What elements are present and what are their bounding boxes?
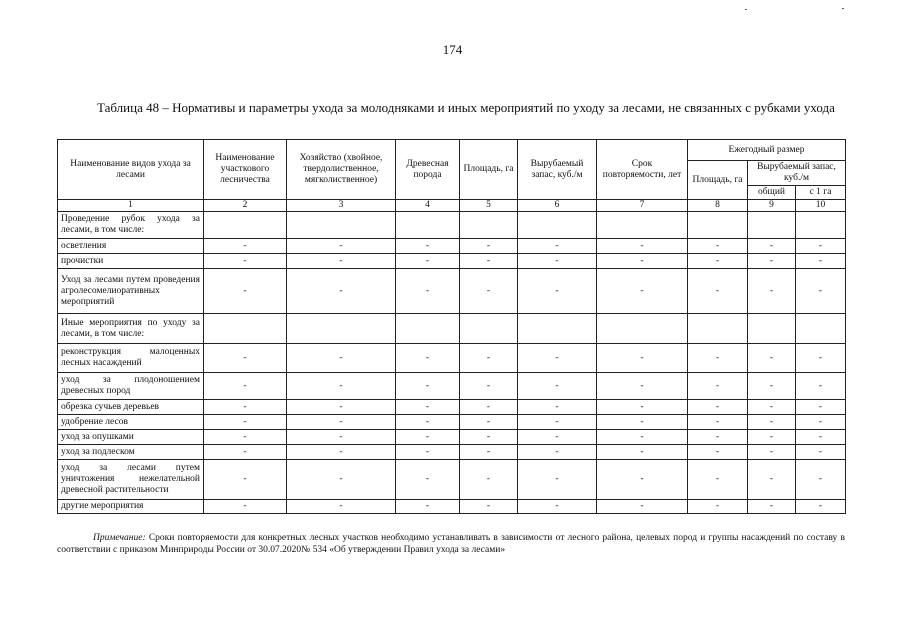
table-cell: - bbox=[796, 400, 846, 415]
table-cell bbox=[396, 314, 460, 344]
table-cell: - bbox=[597, 239, 688, 254]
table-cell: - bbox=[518, 254, 597, 269]
table-cell: - bbox=[597, 430, 688, 445]
table-cell: - bbox=[518, 239, 597, 254]
header-economy-type: Хозяйство (хвойное, твердолиственное, мягколиственное) bbox=[287, 140, 396, 200]
table-row bbox=[58, 254, 846, 269]
table-cell: - bbox=[287, 430, 396, 445]
table-cell: - bbox=[688, 373, 748, 400]
table-cell: - bbox=[518, 500, 597, 514]
table-cell bbox=[460, 314, 518, 344]
table-cell: - bbox=[597, 500, 688, 514]
table-cell: - bbox=[287, 269, 396, 314]
column-number: 3 bbox=[287, 200, 396, 212]
table-cell: - bbox=[597, 460, 688, 500]
table-cell bbox=[748, 212, 796, 239]
table-cell: - bbox=[518, 445, 597, 460]
table-row bbox=[58, 373, 846, 400]
table-cell: - bbox=[287, 239, 396, 254]
table-cell: - bbox=[597, 400, 688, 415]
table-cell: - bbox=[748, 373, 796, 400]
table-cell: - bbox=[748, 239, 796, 254]
table-cell bbox=[518, 212, 597, 239]
care-type-name: другие мероприятия bbox=[58, 500, 204, 514]
scan-speck bbox=[842, 8, 844, 9]
table-cell: - bbox=[287, 344, 396, 373]
forest-care-norms-table bbox=[57, 139, 846, 514]
table-cell: - bbox=[287, 400, 396, 415]
table-cell: - bbox=[204, 254, 287, 269]
table-cell: - bbox=[688, 400, 748, 415]
header-care-type: Наименование видов ухода за лесами bbox=[58, 140, 204, 200]
table-cell: - bbox=[396, 445, 460, 460]
table-cell: - bbox=[204, 239, 287, 254]
care-type-name: прочистки bbox=[58, 254, 204, 269]
table-caption: Таблица 48 – Нормативы и параметры ухода за молодняками и иных мероприятий по уходу за лесами, не связанных с рубками ухода bbox=[97, 100, 835, 115]
table-row bbox=[58, 344, 846, 373]
table-cell: - bbox=[287, 460, 396, 500]
table-cell bbox=[287, 212, 396, 239]
table-cell: - bbox=[396, 400, 460, 415]
header-forestry-district: Наименование участкового лесничества bbox=[204, 140, 287, 200]
table-row bbox=[58, 415, 846, 430]
header-cut-per-ha: с 1 га bbox=[796, 186, 846, 200]
table-cell: - bbox=[796, 344, 846, 373]
table-cell: - bbox=[748, 500, 796, 514]
table-cell: - bbox=[748, 269, 796, 314]
table-cell: - bbox=[597, 373, 688, 400]
table-cell: - bbox=[204, 400, 287, 415]
table-cell: - bbox=[287, 415, 396, 430]
table-cell: - bbox=[688, 445, 748, 460]
table-cell: - bbox=[460, 373, 518, 400]
table-cell: - bbox=[460, 269, 518, 314]
table-cell bbox=[460, 212, 518, 239]
table-cell: - bbox=[518, 373, 597, 400]
table-cell: - bbox=[688, 344, 748, 373]
column-number: 7 bbox=[597, 200, 688, 212]
table-cell: - bbox=[396, 430, 460, 445]
table-cell: - bbox=[518, 460, 597, 500]
care-type-name: уход за подлеском bbox=[58, 445, 204, 460]
note-text: Сроки повторяемости для конкретных лесных участков необходимо устанавливать в зависимости от лесного района, целевых пород и группы насаждений по составу в соответствии с приказом Минприроды России от 30.07.2020№ 534 «Об утверждении Правил ухода за лесами» bbox=[57, 533, 845, 555]
page-number: 174 bbox=[442, 42, 463, 57]
table-cell: - bbox=[748, 445, 796, 460]
care-type-name: Проведение рубок ухода за лесами, в том числе: bbox=[58, 212, 204, 239]
table-cell: - bbox=[597, 415, 688, 430]
care-type-name: уход за опушками bbox=[58, 430, 204, 445]
table-cell: - bbox=[460, 500, 518, 514]
table-cell: - bbox=[796, 445, 846, 460]
table-cell: - bbox=[396, 460, 460, 500]
table-cell: - bbox=[796, 430, 846, 445]
scan-speck bbox=[745, 9, 747, 10]
column-number: 8 bbox=[688, 200, 748, 212]
table-cell: - bbox=[287, 373, 396, 400]
header-tree-species: Древесная порода bbox=[396, 140, 460, 200]
table-cell: - bbox=[396, 239, 460, 254]
table-cell: - bbox=[460, 430, 518, 445]
table-cell: - bbox=[396, 269, 460, 314]
table-cell: - bbox=[796, 269, 846, 314]
table-cell: - bbox=[460, 460, 518, 500]
table-cell: - bbox=[796, 415, 846, 430]
table-cell: - bbox=[688, 500, 748, 514]
table-cell: - bbox=[796, 460, 846, 500]
table-cell: - bbox=[518, 430, 597, 445]
table-cell bbox=[204, 314, 287, 344]
column-number-row bbox=[58, 200, 846, 212]
table-cell: - bbox=[204, 500, 287, 514]
table-cell bbox=[688, 314, 748, 344]
table-cell: - bbox=[460, 400, 518, 415]
table-row bbox=[58, 269, 846, 314]
table-cell: - bbox=[460, 344, 518, 373]
table-cell: - bbox=[748, 400, 796, 415]
header-cut-volume: Вырубаемый запас, куб./м bbox=[518, 140, 597, 200]
column-number: 2 bbox=[204, 200, 287, 212]
table-cell: - bbox=[287, 445, 396, 460]
table-cell bbox=[597, 212, 688, 239]
table-cell: - bbox=[460, 415, 518, 430]
table-cell: - bbox=[597, 269, 688, 314]
table-cell: - bbox=[204, 344, 287, 373]
table-cell: - bbox=[796, 254, 846, 269]
table-cell: - bbox=[688, 269, 748, 314]
table-cell: - bbox=[597, 344, 688, 373]
header-repeat-period: Срок повторяемости, лет bbox=[597, 140, 688, 200]
table-cell: - bbox=[748, 415, 796, 430]
care-type-name: Иные мероприятия по уходу за лесами, в том числе: bbox=[58, 314, 204, 344]
table-cell: - bbox=[287, 500, 396, 514]
table-cell: - bbox=[204, 430, 287, 445]
header-annual-area: Площадь, га bbox=[688, 161, 748, 200]
table-cell: - bbox=[204, 445, 287, 460]
table-cell bbox=[287, 314, 396, 344]
table-cell: - bbox=[396, 344, 460, 373]
table-row bbox=[58, 314, 846, 344]
care-type-name: реконструкция малоценных лесных насаждений bbox=[58, 344, 204, 373]
column-number: 6 bbox=[518, 200, 597, 212]
table-cell: - bbox=[688, 460, 748, 500]
table-cell: - bbox=[748, 344, 796, 373]
care-type-name: Уход за лесами путем проведения агролесомелиоративных мероприятий bbox=[58, 269, 204, 314]
table-row bbox=[58, 430, 846, 445]
column-number: 4 bbox=[396, 200, 460, 212]
header-annual-size: Ежегодный размер bbox=[688, 140, 846, 161]
table-cell: - bbox=[748, 460, 796, 500]
table-cell: - bbox=[688, 430, 748, 445]
table-cell: - bbox=[597, 445, 688, 460]
care-type-name: уход за лесами путем уничтожения нежелательной древесной растительности bbox=[58, 460, 204, 500]
table-cell bbox=[204, 212, 287, 239]
table-cell: - bbox=[204, 415, 287, 430]
table-cell bbox=[396, 212, 460, 239]
table-cell: - bbox=[396, 254, 460, 269]
table-row bbox=[58, 400, 846, 415]
table-cell: - bbox=[460, 445, 518, 460]
table-note bbox=[57, 532, 845, 556]
table-row bbox=[58, 445, 846, 460]
table-cell: - bbox=[597, 254, 688, 269]
table-cell: - bbox=[518, 269, 597, 314]
table-cell: - bbox=[688, 415, 748, 430]
table-row bbox=[58, 239, 846, 254]
table-cell: - bbox=[396, 373, 460, 400]
table-cell: - bbox=[748, 254, 796, 269]
table-cell: - bbox=[204, 269, 287, 314]
table-cell: - bbox=[396, 500, 460, 514]
column-number: 10 bbox=[796, 200, 846, 212]
care-type-name: удобрение лесов bbox=[58, 415, 204, 430]
table-cell: - bbox=[287, 254, 396, 269]
table-row bbox=[58, 212, 846, 239]
table-cell bbox=[796, 314, 846, 344]
table-cell: - bbox=[460, 239, 518, 254]
care-type-name: уход за плодоношением древесных пород bbox=[58, 373, 204, 400]
table-cell bbox=[748, 314, 796, 344]
care-type-name: осветления bbox=[58, 239, 204, 254]
table-row bbox=[58, 500, 846, 514]
table-cell bbox=[518, 314, 597, 344]
table-cell: - bbox=[204, 460, 287, 500]
table-cell: - bbox=[796, 239, 846, 254]
note-label: Примечание: bbox=[93, 533, 146, 543]
header-area: Площадь, га bbox=[460, 140, 518, 200]
column-number: 9 bbox=[748, 200, 796, 212]
table-cell bbox=[796, 212, 846, 239]
table-cell: - bbox=[796, 500, 846, 514]
column-number: 1 bbox=[58, 200, 204, 212]
table-cell bbox=[597, 314, 688, 344]
table-cell: - bbox=[688, 239, 748, 254]
header-cut-total: общий bbox=[748, 186, 796, 200]
table-cell: - bbox=[748, 430, 796, 445]
table-cell: - bbox=[518, 415, 597, 430]
table-cell: - bbox=[796, 373, 846, 400]
table-row bbox=[58, 460, 846, 500]
column-number: 5 bbox=[460, 200, 518, 212]
header-annual-cut-volume: Вырубаемый запас, куб./м bbox=[748, 161, 846, 186]
care-type-name: обрезка сучьев деревьев bbox=[58, 400, 204, 415]
table-cell bbox=[688, 212, 748, 239]
table-cell: - bbox=[396, 415, 460, 430]
table-cell: - bbox=[460, 254, 518, 269]
table-cell: - bbox=[204, 373, 287, 400]
table-cell: - bbox=[688, 254, 748, 269]
table-cell: - bbox=[518, 344, 597, 373]
table-cell: - bbox=[518, 400, 597, 415]
